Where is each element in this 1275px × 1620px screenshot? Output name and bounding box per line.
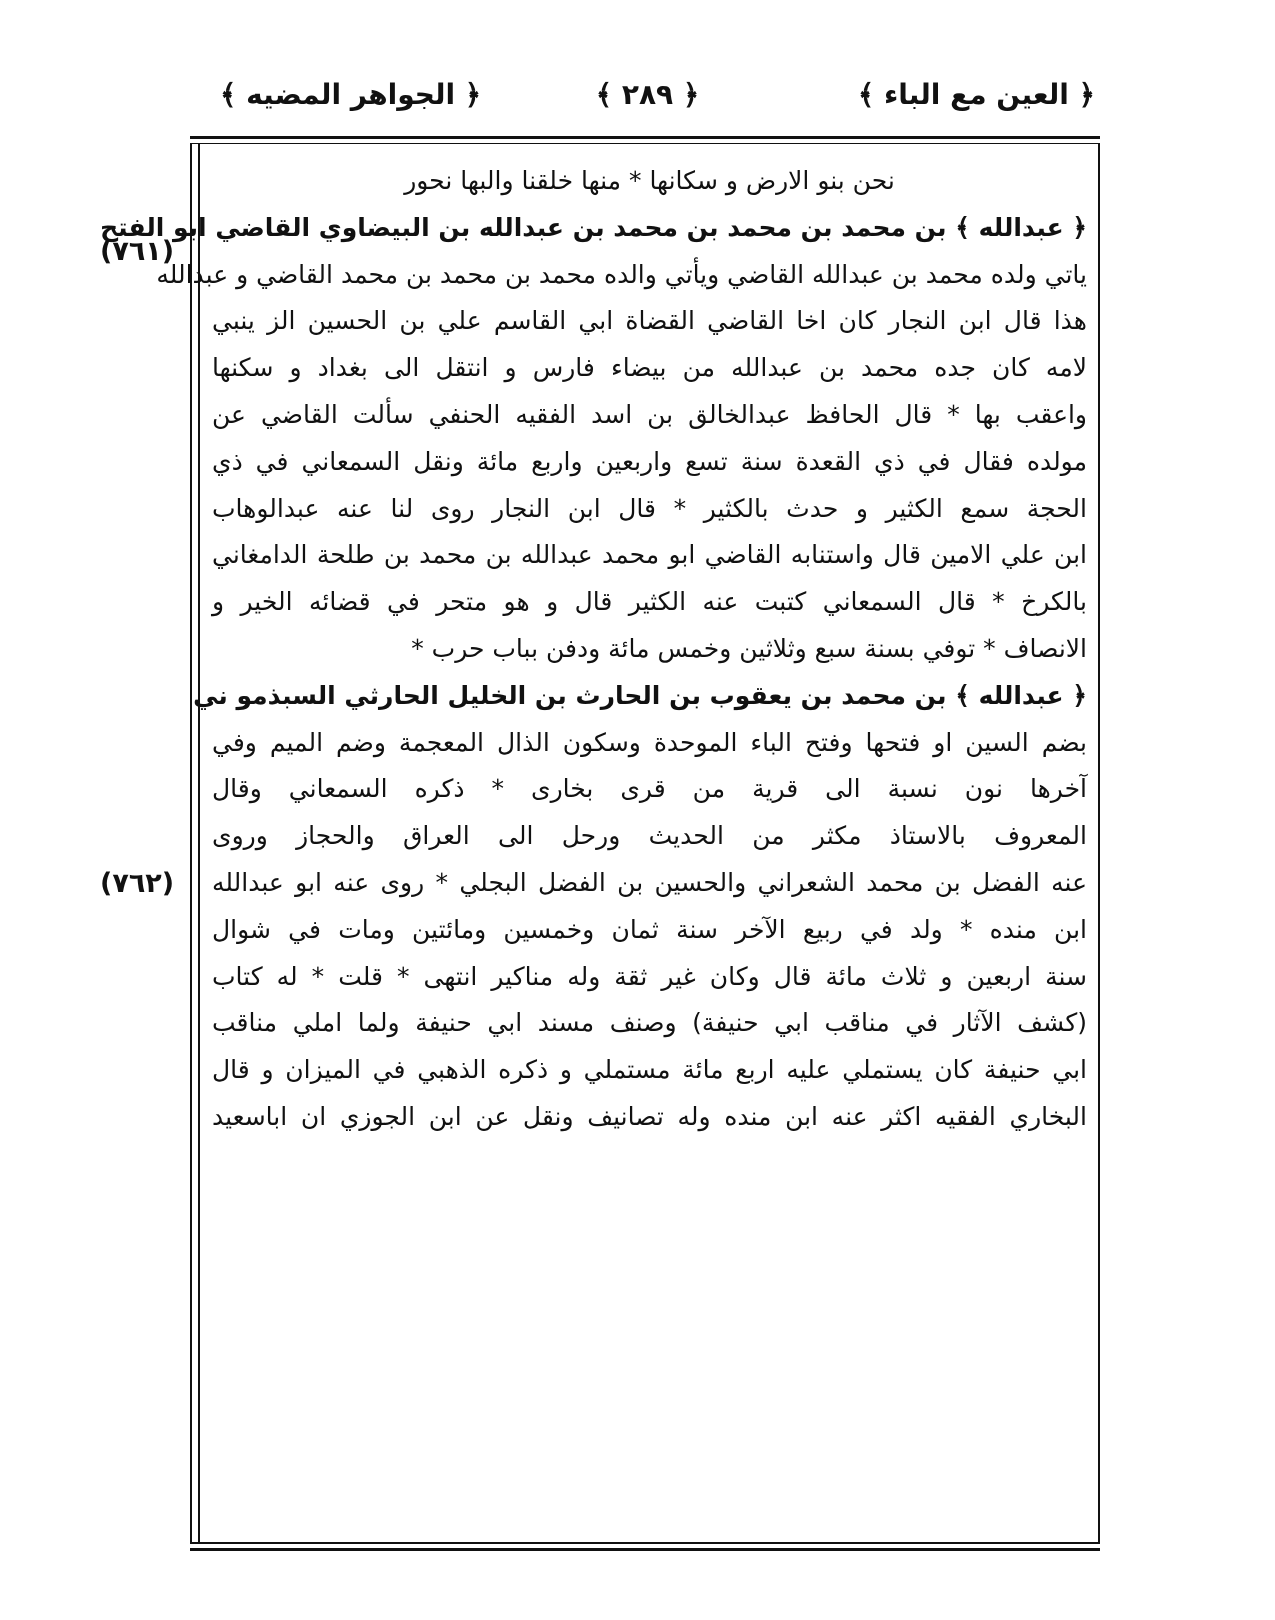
text-line: عنه الفضل بن محمد الشعراني والحسين بن الفضل البجلي * روى عنه ابو عبدالله — [212, 867, 1087, 897]
text-line: لامه كان جده محمد بن عبدالله من بيضاء فارس و انتقل الى بغداد و سكنها — [212, 353, 1087, 383]
text-line: الانصاف * توفي بسنة سبع وثلاثين وخمس مائة ودفن بباب حرب * — [411, 633, 1087, 663]
text-line: (كشف الآثار في مناقب ابي حنيفة) وصنف مسند ابي حنيفة ولما املي مناقب — [212, 1008, 1087, 1038]
entry-number-762: (٧٦٢) — [100, 868, 175, 899]
text-line: ابن علي الامين قال واستنابه القاضي ابو محمد عبدالله بن محمد بن طلحة الدامغاني — [212, 540, 1087, 570]
frame-left-outer — [190, 143, 192, 1543]
chapter-header: ﴿ العين مع الباء ﴾ — [857, 78, 1095, 111]
text-line: آخرها نون نسبة الى قرية من قرى بخارى * ذكره السمعاني وقال — [212, 774, 1087, 804]
book-title: ﴿ الجواهر المضيه ﴾ — [220, 78, 482, 111]
text-line: بضم السين او فتحها وفتح الباء الموحدة وسكون الذال المعجمة وضم الميم وفي — [212, 727, 1087, 757]
entry-762-heading-line: ﴿ عبدالله ﴾ بن محمد بن يعقوب بن الحارث بن الخليل الحارثي السبذمو ني — [193, 680, 1087, 710]
page-number: ﴿ ٢٨٩ ﴾ — [595, 78, 700, 111]
footer-rule-thin — [190, 1542, 1100, 1544]
frame-left-inner — [198, 143, 200, 1543]
text-line: البخاري الفقيه اكثر عنه ابن منده وله تصانيف ونقل عن ابن الجوزي ان اباسعيد — [212, 1101, 1087, 1131]
text-line: واعقب بها * قال الحافظ عبدالخالق بن اسد الفقيه الحنفي سألت القاضي عن — [212, 399, 1087, 429]
text-line: هذا قال ابن النجار كان اخا القاضي القضاة ابي القاسم علي بن الحسين الز ينبي — [212, 306, 1087, 336]
text-line: ابي حنيفة كان يستملي عليه اربع مائة مستملي و ذكره الذهبي في الميزان و قال — [212, 1055, 1087, 1085]
text-line: مولده فقال في ذي القعدة سنة تسع واربعين واربع مائة ونقل السمعاني في ذي — [212, 446, 1087, 476]
text-line: الحجة سمع الكثير و حدث بالكثير * قال ابن النجار روى لنا عنه عبدالوهاب — [212, 493, 1087, 523]
frame-right — [1098, 143, 1100, 1543]
text-line: سنة اربعين و ثلاث مائة قال وكان غير ثقة وله مناكير انتهى * قلت * له كتاب — [212, 961, 1087, 991]
footer-rule-thick — [190, 1548, 1100, 1551]
text-line: بالكرخ * قال السمعاني كتبت عنه الكثير قال و هو متحر في قضائه الخير و — [212, 587, 1087, 617]
text-line: ابن منده * ولد في ربيع الآخر سنة ثمان وخمسين ومائتين ومات في شوال — [212, 914, 1087, 944]
entry-761-heading-line: ﴿ عبدالله ﴾ بن محمد بن محمد بن محمد بن عبدالله بن البيضاوي القاضي ابو الفتح — [100, 212, 1087, 242]
text-line: المعروف بالاستاذ مكثر من الحديث ورحل الى العراق والحجاز وروى — [212, 821, 1087, 851]
header-rule-thin — [190, 143, 1100, 144]
page-header — [200, 78, 1095, 128]
entry-number-761: (٧٦١) — [100, 236, 175, 267]
header-rule-thick — [190, 136, 1100, 139]
verse-line: نحن بنو الارض و سكانها * منها خلقنا والبها نحور — [404, 166, 895, 195]
text-line: ياتي ولده محمد بن عبدالله القاضي ويأتي والده محمد بن محمد بن محمد القاضي و عبدالله — [156, 259, 1087, 289]
